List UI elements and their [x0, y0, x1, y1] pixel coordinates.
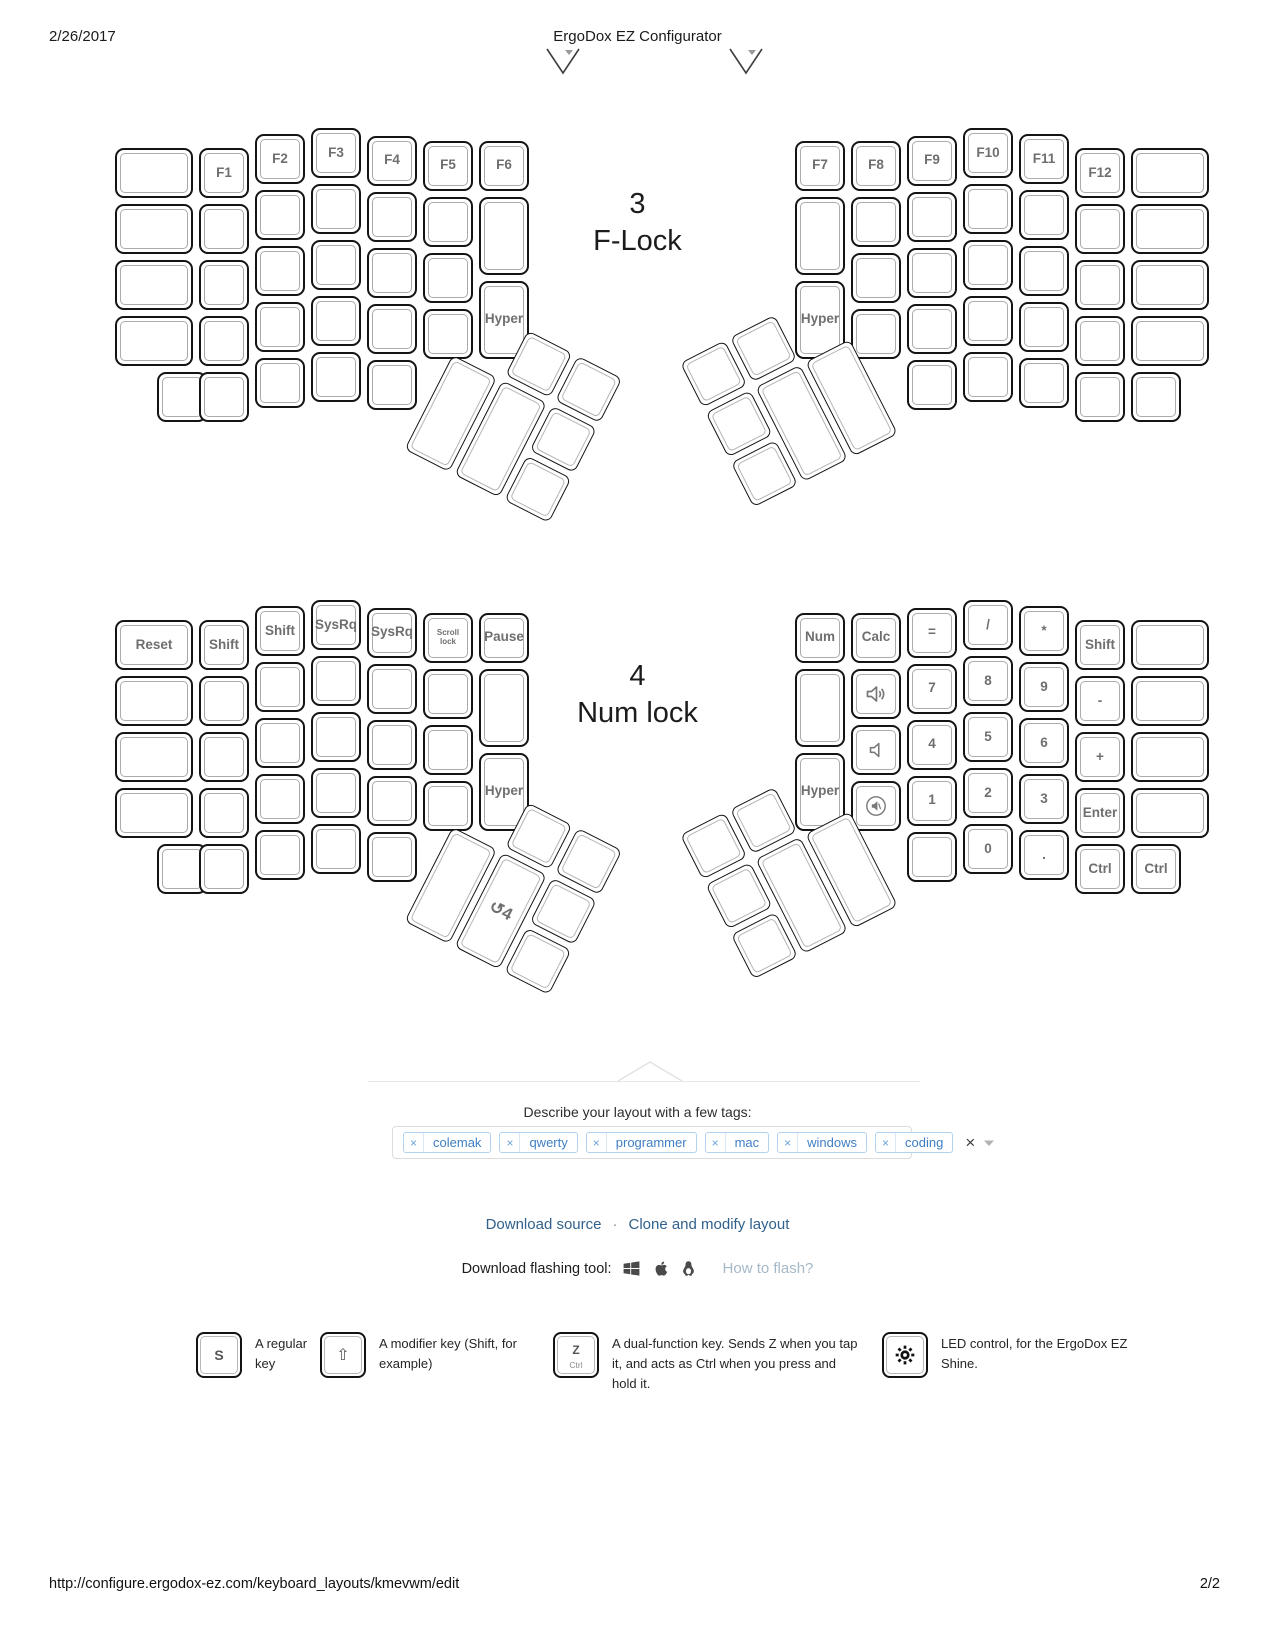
- key-label: Hyper: [484, 783, 524, 799]
- key-blank[interactable]: [907, 608, 957, 658]
- remove-tag-icon[interactable]: ×: [500, 1133, 520, 1152]
- key-blank[interactable]: [907, 832, 957, 882]
- key-blank[interactable]: [115, 732, 193, 782]
- clear-tags-button[interactable]: ×: [965, 1133, 976, 1152]
- key-blank[interactable]: [199, 676, 249, 726]
- key-label: F9: [924, 152, 940, 168]
- legend-text: A dual-function key. Sends Z when you tap it, and acts as Ctrl when you press and hold it.: [612, 1336, 858, 1391]
- key-f4[interactable]: [367, 136, 417, 186]
- key-shift[interactable]: [199, 620, 249, 670]
- key-blank[interactable]: [1075, 204, 1125, 254]
- key-label: F2: [272, 150, 288, 166]
- key-f5[interactable]: [423, 141, 473, 191]
- key-blank[interactable]: [367, 664, 417, 714]
- key-shift[interactable]: [1075, 620, 1125, 670]
- tags-prompt: Describe your layout with a few tags:: [523, 1104, 752, 1120]
- key-f7[interactable]: [795, 141, 845, 191]
- key-blank[interactable]: [255, 358, 305, 408]
- remove-tag-icon[interactable]: ×: [778, 1133, 798, 1152]
- key-blank[interactable]: [1075, 316, 1125, 366]
- key-blank[interactable]: [311, 712, 361, 762]
- key-label: F10: [976, 144, 1000, 160]
- key-label: 9: [1040, 678, 1048, 694]
- remove-tag-icon[interactable]: ×: [404, 1133, 424, 1152]
- legend-item-dual-function: [553, 1332, 863, 1394]
- key-blank[interactable]: [199, 316, 249, 366]
- key-blank[interactable]: [423, 197, 473, 247]
- key-blank[interactable]: [1131, 732, 1209, 782]
- key-blank[interactable]: [1019, 190, 1069, 240]
- key-volume-up[interactable]: [851, 669, 901, 719]
- key-blank[interactable]: [199, 372, 249, 422]
- layer-name: F-Lock: [593, 225, 682, 257]
- key-blank[interactable]: [1131, 148, 1209, 198]
- layer-3-section: [0, 128, 1275, 600]
- key-blank[interactable]: [1131, 372, 1181, 422]
- remove-tag-icon[interactable]: ×: [587, 1133, 607, 1152]
- tag-label: programmer: [615, 1135, 687, 1150]
- key-blank[interactable]: [255, 190, 305, 240]
- key-blank[interactable]: [115, 788, 193, 838]
- tag-chip-windows[interactable]: [777, 1132, 867, 1153]
- key-num[interactable]: [795, 613, 845, 663]
- tag-chip-qwerty[interactable]: [499, 1132, 577, 1153]
- key-blank[interactable]: [963, 296, 1013, 346]
- footer-page-number: 2/2: [1199, 1576, 1220, 1592]
- key-blank[interactable]: [1131, 676, 1209, 726]
- key-reset[interactable]: [115, 620, 193, 670]
- key-blank[interactable]: [199, 844, 249, 894]
- key-8[interactable]: [963, 656, 1013, 706]
- key-label: Ctrl: [1088, 860, 1112, 876]
- key-sysrq[interactable]: [367, 608, 417, 658]
- key-label: 4: [928, 736, 936, 752]
- key-blank[interactable]: [367, 720, 417, 770]
- key-blank[interactable]: [367, 248, 417, 298]
- key-blank[interactable]: [311, 352, 361, 402]
- key-3[interactable]: [1019, 774, 1069, 824]
- key-blank[interactable]: [423, 309, 473, 359]
- key-blank[interactable]: [367, 360, 417, 410]
- key-blank[interactable]: [1075, 260, 1125, 310]
- linux-icon[interactable]: [680, 1259, 697, 1278]
- key-label: Pause: [484, 629, 524, 645]
- key-f9[interactable]: [907, 136, 957, 186]
- key-label: F8: [868, 157, 884, 173]
- tag-label: mac: [734, 1135, 760, 1150]
- key-blank[interactable]: [479, 669, 529, 747]
- key-blank[interactable]: [1131, 204, 1209, 254]
- tag-list: [403, 1132, 953, 1153]
- key-f1[interactable]: [199, 148, 249, 198]
- key-blank[interactable]: [311, 296, 361, 346]
- key-blank[interactable]: [367, 304, 417, 354]
- key-blank[interactable]: [1131, 260, 1209, 310]
- key-blank[interactable]: [367, 776, 417, 826]
- key-blank[interactable]: [1075, 676, 1125, 726]
- key-blank[interactable]: [851, 309, 901, 359]
- key-label: Hyper: [484, 311, 524, 327]
- key-blank[interactable]: [255, 718, 305, 768]
- how-to-flash-link[interactable]: How to flash?: [722, 1260, 814, 1277]
- key-ctrl[interactable]: [1075, 844, 1125, 894]
- key-f10[interactable]: [963, 128, 1013, 178]
- key-6[interactable]: [1019, 718, 1069, 768]
- key-pause[interactable]: [479, 613, 529, 663]
- key-blank[interactable]: [423, 253, 473, 303]
- key-blank[interactable]: [1019, 358, 1069, 408]
- links-row: [0, 1216, 1275, 1233]
- layer-number: 3: [629, 188, 646, 220]
- key-blank[interactable]: [311, 240, 361, 290]
- key-7[interactable]: [907, 664, 957, 714]
- key-blank[interactable]: [115, 676, 193, 726]
- key-blank[interactable]: [1019, 246, 1069, 296]
- legend-led-key: [882, 1332, 928, 1378]
- key-blank[interactable]: [907, 192, 957, 242]
- legend-key-sublabel: Ctrl: [569, 1360, 583, 1370]
- key-label: -: [1097, 692, 1103, 708]
- key-blank[interactable]: [255, 830, 305, 880]
- volume-mute-icon: [864, 794, 888, 818]
- key-blank[interactable]: [255, 774, 305, 824]
- key-blank[interactable]: [1131, 316, 1209, 366]
- key-4[interactable]: [907, 720, 957, 770]
- tag-label: coding: [905, 1135, 944, 1150]
- footer-url: http://configure.ergodox-ez.com/keyboard_layouts/kmevwm/edit: [49, 1576, 460, 1592]
- volume-up-icon: [864, 682, 888, 706]
- legend-text: LED control, for the ErgoDox EZ Shine.: [941, 1336, 1128, 1371]
- key-label: =: [928, 624, 936, 640]
- tags-input[interactable]: [392, 1126, 976, 1159]
- key-blank[interactable]: [1131, 620, 1209, 670]
- key-blank[interactable]: [115, 316, 193, 366]
- legend-item-modifier: [320, 1332, 550, 1378]
- tag-label: qwerty: [529, 1135, 568, 1150]
- key-label: 7: [928, 680, 936, 696]
- key-label: 6: [1040, 734, 1048, 750]
- legend-item-regular: [196, 1332, 326, 1378]
- download-source-link[interactable]: Download source: [485, 1216, 602, 1233]
- legend-modifier-key: [320, 1332, 366, 1378]
- key-scroll-lock[interactable]: [423, 613, 473, 663]
- key-blank[interactable]: [1019, 302, 1069, 352]
- key-blank[interactable]: [1075, 372, 1125, 422]
- key-label: Scroll lock: [436, 628, 460, 646]
- key-label: 0: [984, 840, 992, 856]
- key-blank[interactable]: [907, 304, 957, 354]
- legend-key-label: Z: [572, 1343, 580, 1357]
- key-blank[interactable]: [367, 832, 417, 882]
- chevron-down-icon[interactable]: [727, 47, 765, 80]
- shift-arrow-icon: ⇧: [336, 1347, 350, 1364]
- key-blank[interactable]: [1019, 606, 1069, 656]
- key-blank[interactable]: [1019, 830, 1069, 880]
- key-blank[interactable]: [851, 253, 901, 303]
- tag-chip-programmer[interactable]: [586, 1132, 697, 1153]
- key-blank[interactable]: [795, 669, 845, 747]
- key-blank[interactable]: [199, 260, 249, 310]
- tag-chip-coding[interactable]: [875, 1132, 953, 1153]
- key-blank[interactable]: [311, 184, 361, 234]
- tag-label: colemak: [433, 1135, 482, 1150]
- key-label: Shift: [1085, 636, 1115, 652]
- key-blank[interactable]: [255, 246, 305, 296]
- tag-label: windows: [807, 1135, 858, 1150]
- legend-regular-key: [196, 1332, 242, 1378]
- key-blank[interactable]: [1075, 732, 1125, 782]
- chevron-down-icon[interactable]: [983, 1139, 995, 1147]
- key-blank[interactable]: [963, 184, 1013, 234]
- key-label: Shift: [209, 636, 239, 652]
- key-label: SysRq: [370, 624, 414, 640]
- key-sysrq[interactable]: [311, 600, 361, 650]
- layer-name: Num lock: [577, 697, 698, 729]
- key-blank[interactable]: [199, 732, 249, 782]
- tag-chip-mac[interactable]: [705, 1132, 770, 1153]
- key-label: F1: [216, 164, 232, 180]
- volume-down-icon: [865, 739, 887, 761]
- key-f12[interactable]: [1075, 148, 1125, 198]
- key-label: Calc: [861, 629, 891, 645]
- key-label: F3: [328, 144, 344, 160]
- key-volume-mute[interactable]: [851, 781, 901, 831]
- key-ctrl[interactable]: [1131, 844, 1181, 894]
- key-blank[interactable]: [311, 656, 361, 706]
- key-blank[interactable]: [115, 260, 193, 310]
- key-label: F5: [440, 157, 456, 173]
- remove-tag-icon[interactable]: ×: [876, 1133, 896, 1152]
- tag-chip-colemak[interactable]: [403, 1132, 491, 1153]
- key-label: ↺4: [486, 896, 516, 924]
- clone-layout-link[interactable]: Clone and modify layout: [628, 1216, 790, 1233]
- key-blank[interactable]: [367, 192, 417, 242]
- flash-row: [0, 1259, 1275, 1278]
- key-blank[interactable]: [115, 204, 193, 254]
- key-f3[interactable]: [311, 128, 361, 178]
- key-blank[interactable]: [479, 197, 529, 275]
- key-label: Ctrl: [1144, 860, 1168, 876]
- remove-tag-icon[interactable]: ×: [706, 1133, 726, 1152]
- key-label: F11: [1032, 150, 1056, 166]
- key-label: 2: [984, 784, 992, 800]
- legend-dual-key: [553, 1332, 599, 1378]
- key-label: Reset: [135, 636, 173, 652]
- key-label: SysRq: [314, 616, 358, 632]
- windows-icon[interactable]: [622, 1259, 641, 1278]
- key-label: Hyper: [800, 311, 840, 327]
- key-blank[interactable]: [1131, 788, 1209, 838]
- key-label: 5: [984, 728, 992, 744]
- key-0[interactable]: [963, 824, 1013, 874]
- legend-text: A modifier key (Shift, for example): [379, 1336, 517, 1371]
- key-label: /: [986, 616, 990, 632]
- key-5[interactable]: [963, 712, 1013, 762]
- key-blank[interactable]: [907, 248, 957, 298]
- layer-4-section: [0, 600, 1275, 1072]
- key-blank[interactable]: [907, 360, 957, 410]
- key-blank[interactable]: [423, 669, 473, 719]
- chevron-down-icon[interactable]: [544, 47, 582, 80]
- key-blank[interactable]: [963, 240, 1013, 290]
- key-blank[interactable]: [963, 352, 1013, 402]
- flash-prompt: Download flashing tool:: [461, 1260, 612, 1277]
- key-shift[interactable]: [255, 606, 305, 656]
- key-9[interactable]: [1019, 662, 1069, 712]
- key-volume-down[interactable]: [851, 725, 901, 775]
- key-blank[interactable]: [795, 197, 845, 275]
- key-label: F6: [496, 157, 512, 173]
- key-calc[interactable]: [851, 613, 901, 663]
- key-enter[interactable]: [1075, 788, 1125, 838]
- key-1[interactable]: [907, 776, 957, 826]
- key-label: +: [1096, 748, 1104, 764]
- key-blank[interactable]: [199, 788, 249, 838]
- key-label: .: [1042, 846, 1046, 862]
- key-blank[interactable]: [963, 600, 1013, 650]
- page-title: ErgoDox EZ Configurator: [553, 28, 722, 45]
- key-f6[interactable]: [479, 141, 529, 191]
- key-label: *: [1041, 622, 1047, 638]
- caret-up-icon: [618, 1060, 682, 1087]
- key-blank[interactable]: [199, 204, 249, 254]
- apple-icon[interactable]: [652, 1259, 669, 1278]
- key-f8[interactable]: [851, 141, 901, 191]
- key-label: 3: [1040, 790, 1048, 806]
- key-label: F4: [384, 152, 400, 168]
- key-blank[interactable]: [851, 197, 901, 247]
- legend-text: A regular key: [255, 1336, 308, 1371]
- key-label: F12: [1088, 164, 1112, 180]
- key-f2[interactable]: [255, 134, 305, 184]
- key-label: 1: [928, 792, 936, 808]
- key-2[interactable]: [963, 768, 1013, 818]
- key-label: Num: [805, 629, 835, 645]
- key-f11[interactable]: [1019, 134, 1069, 184]
- key-label: Shift: [265, 622, 295, 638]
- key-label: Enter: [1082, 804, 1118, 820]
- print-date: 2/26/2017: [49, 28, 116, 45]
- key-blank[interactable]: [255, 302, 305, 352]
- key-blank[interactable]: [115, 148, 193, 198]
- key-blank[interactable]: [255, 662, 305, 712]
- legend-item-led: [882, 1332, 1152, 1378]
- layer-number: 4: [629, 660, 646, 692]
- led-icon: [892, 1342, 918, 1368]
- key-blank[interactable]: [311, 768, 361, 818]
- key-blank[interactable]: [423, 781, 473, 831]
- key-label: Hyper: [800, 783, 840, 799]
- legend-key-label: S: [214, 1347, 224, 1363]
- flash-os-icons: [622, 1259, 697, 1278]
- key-label: F7: [812, 157, 828, 173]
- link-separator: ·: [612, 1216, 618, 1233]
- key-blank[interactable]: [311, 824, 361, 874]
- key-label: 8: [984, 672, 992, 688]
- key-blank[interactable]: [423, 725, 473, 775]
